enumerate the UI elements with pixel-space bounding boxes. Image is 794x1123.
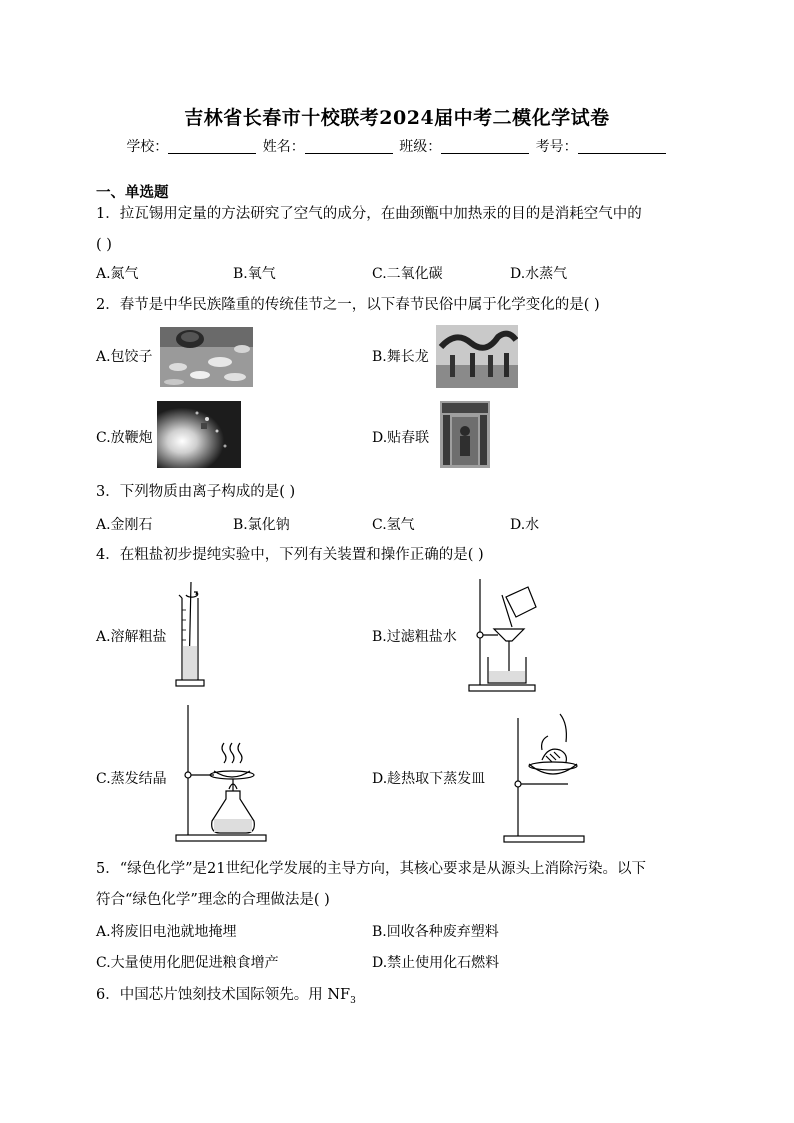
class-blank[interactable] xyxy=(441,139,529,154)
q3-option-b: B.氯化钠 xyxy=(233,517,290,533)
couplets-photo xyxy=(440,401,490,468)
q4-option-b: B.过滤粗盐水 xyxy=(372,629,457,645)
q2-option-d: D.贴春联 xyxy=(372,430,430,446)
q2-option-a: A.包饺子 xyxy=(96,349,153,365)
graduated-cylinder-figure xyxy=(172,580,212,692)
exam-title: 吉林省长春市十校联考2024届中考二模化学试卷 xyxy=(184,107,610,129)
q4-option-d: D.趁热取下蒸发皿 xyxy=(372,771,486,787)
section-heading: 一、单选题 xyxy=(96,184,169,201)
q3-option-d: D.水 xyxy=(510,517,540,533)
question-3-text: 3．下列物质由离子构成的是( ) xyxy=(96,484,296,500)
q3-option-a: A.金刚石 xyxy=(96,517,153,533)
removing-dish-figure xyxy=(498,704,588,844)
question-1-line1: 1．拉瓦锡用定量的方法研究了空气的成分，在曲颈甑中加热汞的目的是消耗空气中的 xyxy=(96,206,642,222)
question-6-text xyxy=(96,985,356,1011)
number-label: 考号： xyxy=(535,139,578,155)
evaporation-apparatus-figure xyxy=(174,703,268,845)
q4-option-c: C.蒸发结晶 xyxy=(96,771,167,787)
q5-option-d: D.禁止使用化石燃料 xyxy=(372,955,500,971)
question-2-text: 2．春节是中华民族隆重的传统佳节之一，以下春节民俗中属于化学变化的是( ) xyxy=(96,297,600,313)
dragon-dance-photo xyxy=(436,325,518,388)
q1-option-b: B.氧气 xyxy=(233,266,276,282)
question-5-line2: 符合“绿色化学”理念的合理做法是( ) xyxy=(96,892,330,908)
class-label: 班级： xyxy=(399,139,442,155)
q1-option-a: A.氮气 xyxy=(96,266,139,282)
number-blank[interactable] xyxy=(578,139,666,154)
q3-option-c: C.氢气 xyxy=(372,517,415,533)
question-5-line1: 5．“绿色化学”是21世纪化学发展的主导方向，其核心要求是从源头上消除污染。以下 xyxy=(96,861,646,877)
name-blank[interactable] xyxy=(305,139,393,154)
question-6-main: 6．中国芯片蚀刻技术国际领先。用 NF xyxy=(96,987,351,1003)
question-6-subscript: 3 xyxy=(350,995,356,1006)
dumplings-photo xyxy=(160,327,253,387)
filtration-apparatus-figure xyxy=(466,577,546,695)
q5-option-c: C.大量使用化肥促进粮食增产 xyxy=(96,955,279,971)
q5-option-b: B.回收各种废弃塑料 xyxy=(372,924,499,940)
name-label: 姓名： xyxy=(262,139,305,155)
question-4-text: 4．在粗盐初步提纯实验中，下列有关装置和操作正确的是( ) xyxy=(96,547,484,563)
firecrackers-photo xyxy=(157,401,241,468)
school-blank[interactable] xyxy=(168,139,256,154)
q2-option-b: B.舞长龙 xyxy=(372,349,429,365)
school-label: 学校： xyxy=(126,139,169,155)
q2-option-c: C.放鞭炮 xyxy=(96,430,153,446)
q4-option-a: A.溶解粗盐 xyxy=(96,629,167,645)
student-info-line xyxy=(0,136,794,156)
q1-option-d: D.水蒸气 xyxy=(510,266,568,282)
q5-option-a: A.将废旧电池就地掩埋 xyxy=(96,924,237,940)
question-1-line2: ( ) xyxy=(96,237,112,253)
q1-option-c: C.二氧化碳 xyxy=(372,266,443,282)
